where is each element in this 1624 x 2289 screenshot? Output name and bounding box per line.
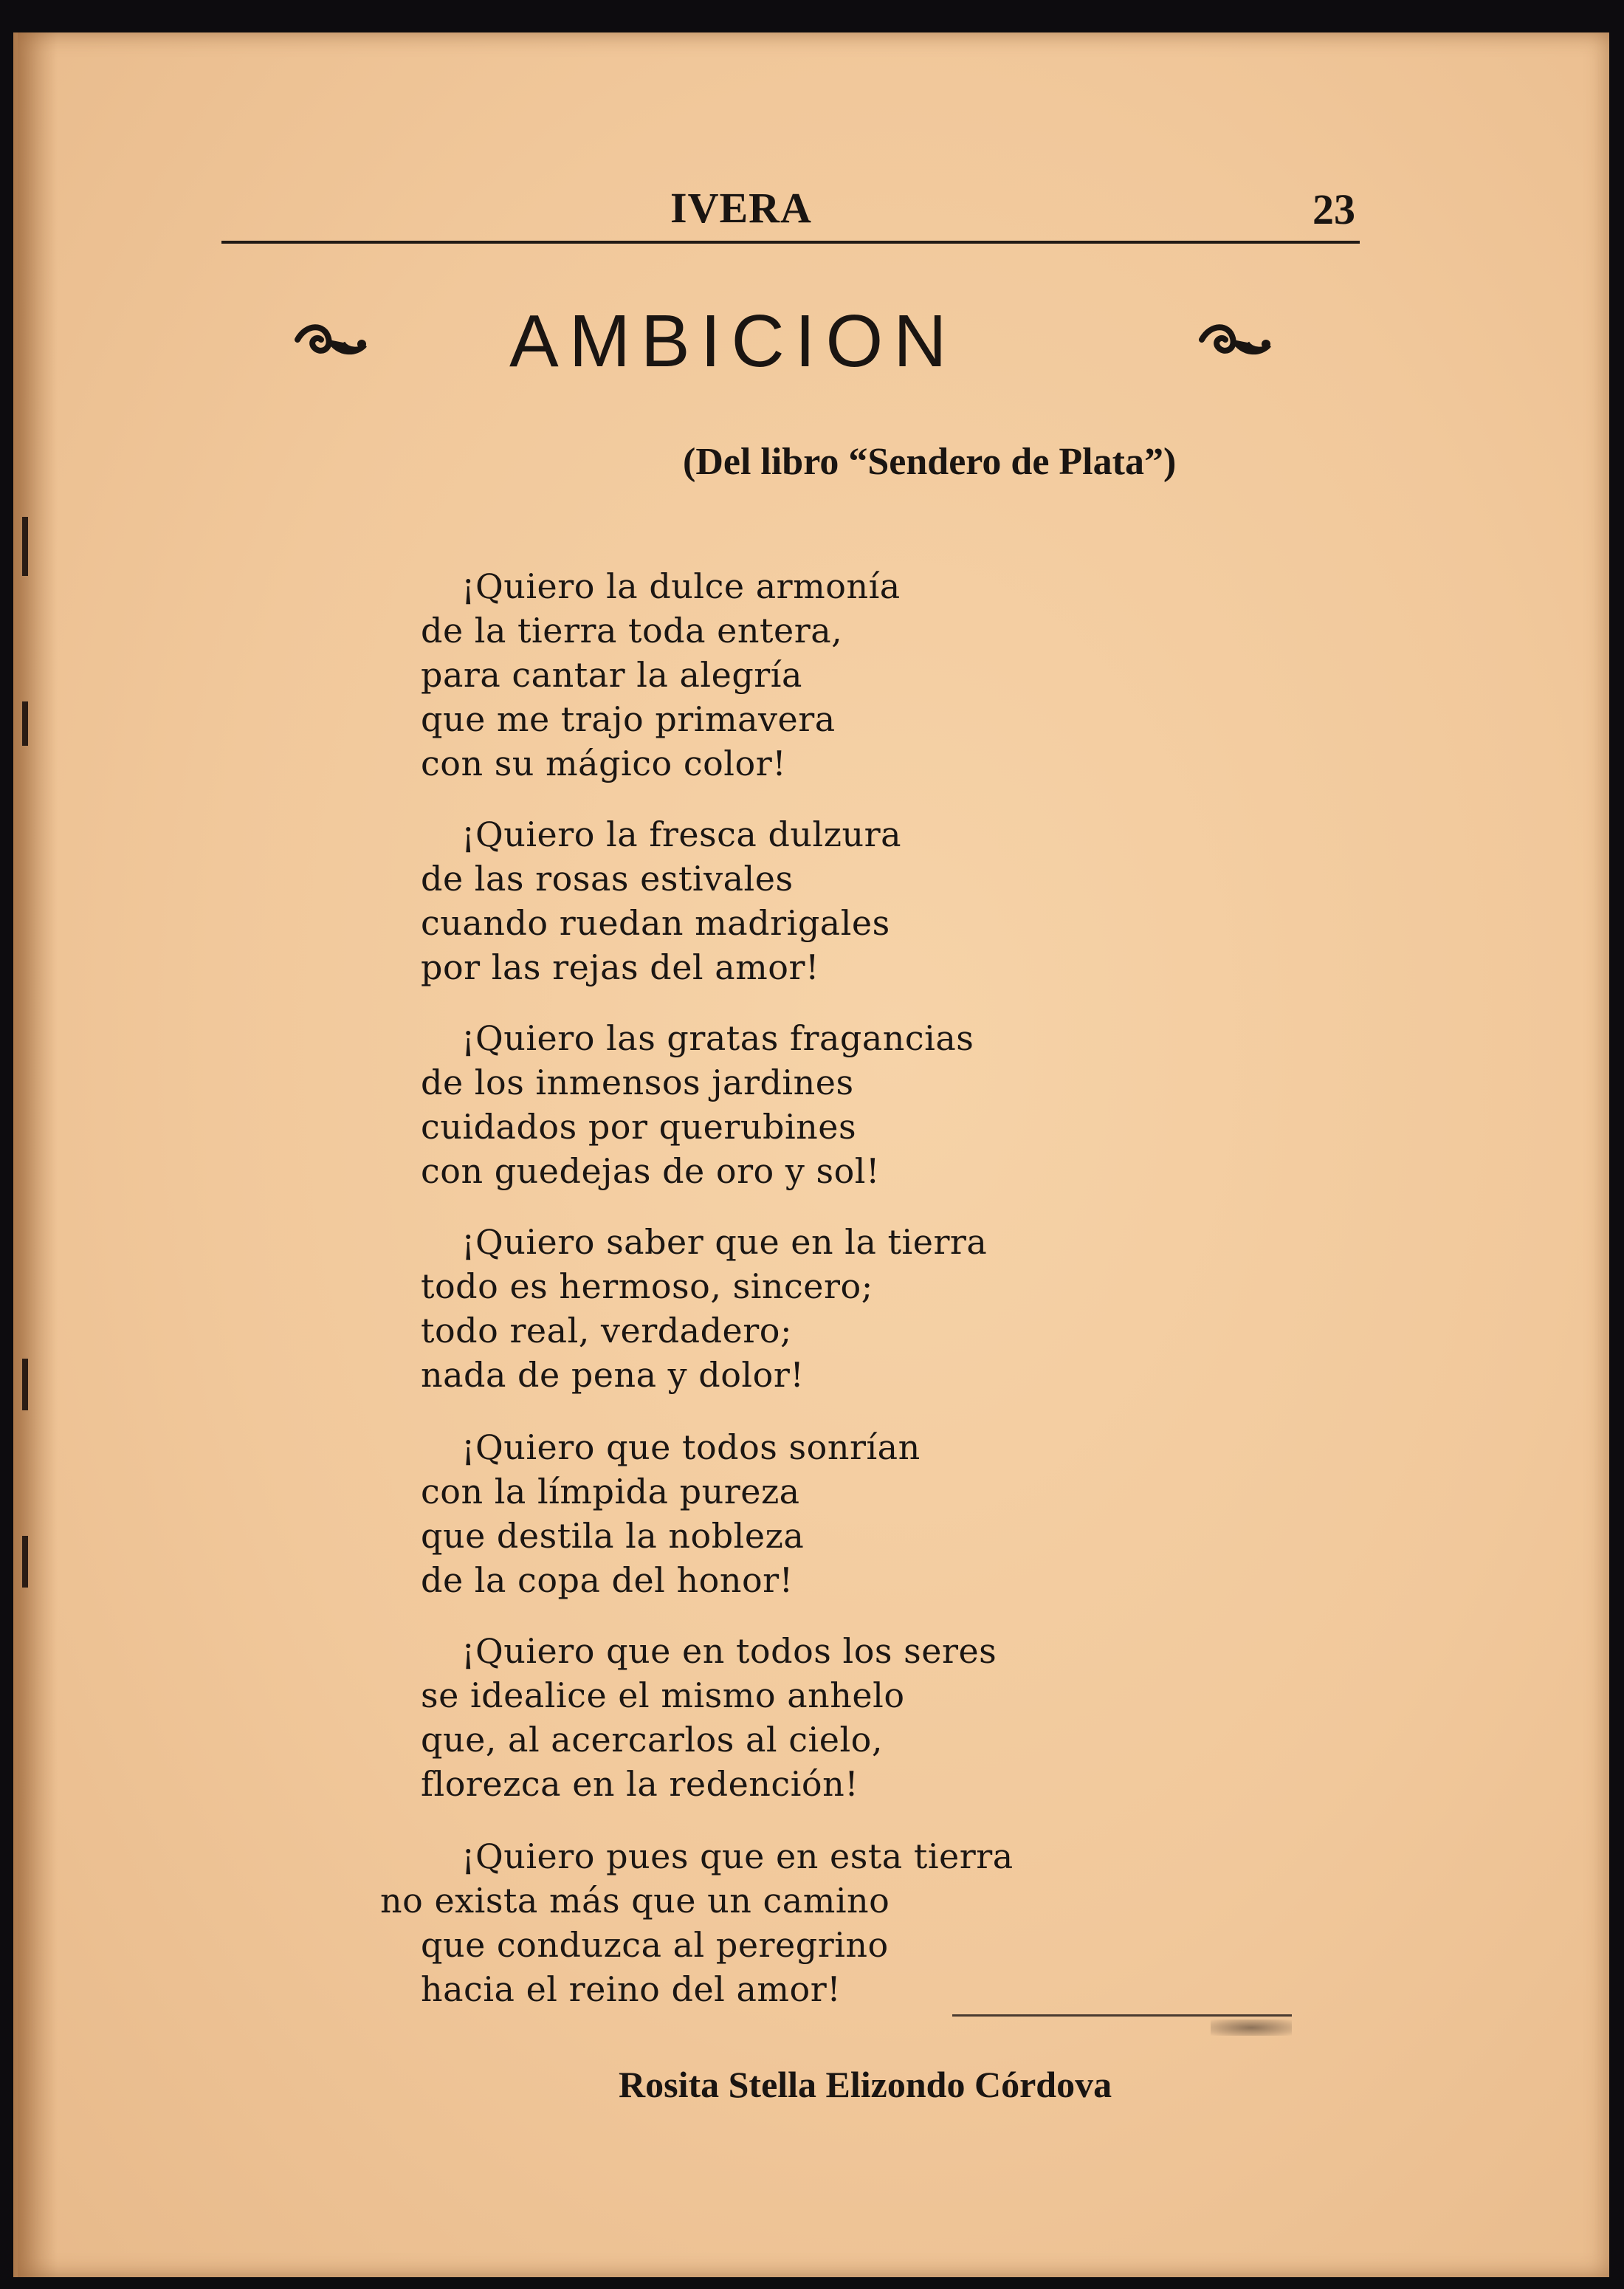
verse-line: de los inmensos jardines [421,1063,854,1102]
verse-line: ¡Quiero la fresca dulzura [461,814,902,854]
verse-line: cuidados por querubines [421,1107,857,1147]
verse-line: ¡Quiero pues que en esta tierra [461,1836,1014,1876]
verse-line: que, al acercarlos al cielo, [421,1720,883,1760]
verse-line: hacia el reino del amor! [421,1969,842,2009]
verse-line: por las rejas del amor! [421,947,819,987]
verse-line: florezca en la redención! [421,1764,859,1804]
stanza [421,1425,921,1602]
stanza [421,1629,997,1806]
verse-line: ¡Quiero que en todos los seres [461,1631,997,1671]
verse-line: no exista más que un camino [380,1881,890,1921]
verse-line: todo real, verdadero; [421,1311,792,1351]
signature-rule [952,2014,1292,2017]
verse-line: que destila la nobleza [421,1516,805,1556]
verse-line: de la tierra toda entera, [421,611,843,651]
stanza [421,812,901,989]
verse-line: de las rosas estivales [421,859,794,899]
fleuron-left-icon [292,318,373,369]
author-signature: Rosita Stella Elizondo Córdova [619,2064,1112,2105]
header-divider [221,241,1360,244]
verse-line: de la copa del honor! [421,1560,794,1600]
verse-line: ¡Quiero las gratas fragancias [461,1018,974,1058]
binding-thread [22,1359,28,1410]
page-number: 23 [1312,185,1355,233]
stanza [421,564,901,786]
verse-line: ¡Quiero saber que en la tierra [461,1222,988,1262]
stanza [380,1834,1014,2011]
verse-line: ¡Quiero la dulce armonía [461,566,901,606]
verse-line: que me trajo primavera [421,699,836,739]
page-gutter-shadow [13,32,58,2277]
verse-line: con guedejas de oro y sol! [421,1151,880,1191]
ink-smudge [1211,2019,1292,2036]
running-header-title: IVERA [670,184,812,232]
verse-line: con su mágico color! [421,744,787,783]
binding-thread [22,1536,28,1588]
verse-line: que conduzca al peregrino [421,1925,889,1965]
verse-line: ¡Quiero que todos sonrían [461,1427,921,1467]
verse-line: para cantar la alegría [421,655,802,695]
fleuron-right-icon [1196,318,1277,369]
verse-line: con la límpida pureza [421,1472,800,1511]
stanza [421,1220,987,1397]
verse-line: todo es hermoso, sincero; [421,1266,873,1306]
poem-title: AMBICION [509,300,957,382]
binding-thread [22,517,28,576]
binding-thread [22,701,28,746]
stanza [421,1016,974,1193]
poem-source-subtitle: (Del libro “Sendero de Plata”) [683,441,1177,483]
verse-line: se idealice el mismo anhelo [421,1675,905,1715]
verse-line: cuando ruedan madrigales [421,903,890,943]
verse-line: nada de pena y dolor! [421,1355,805,1395]
